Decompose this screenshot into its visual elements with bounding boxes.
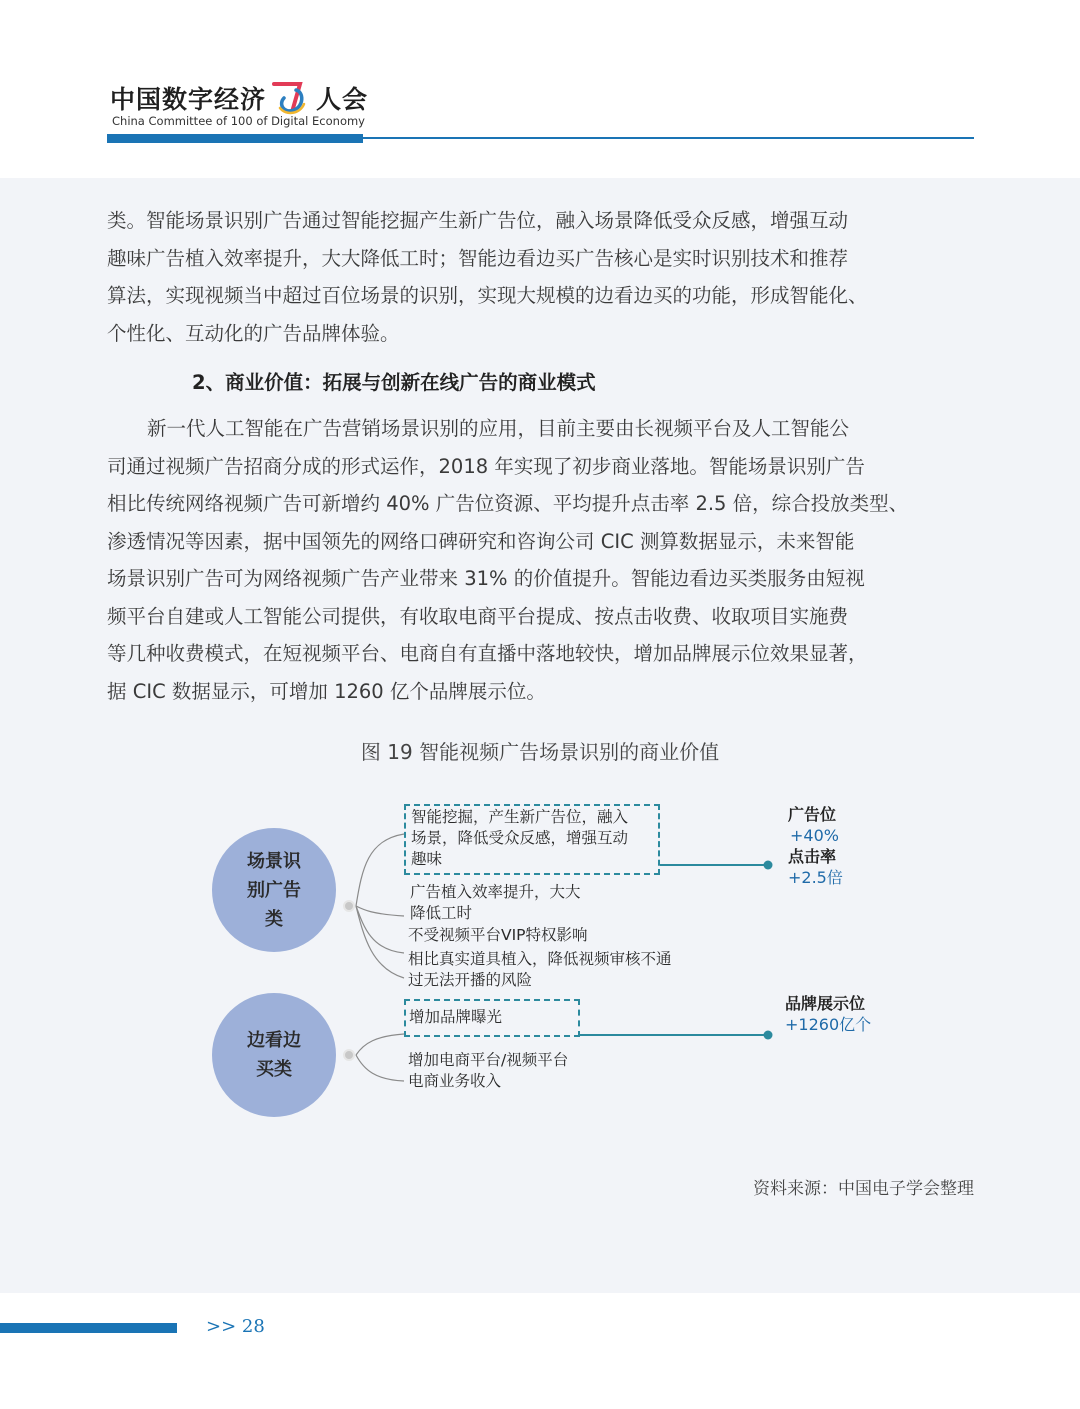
- logo-english-name: China Committee of 100 of Digital Economy: [112, 114, 365, 128]
- branch1-item-2: [410, 882, 581, 924]
- branch-node-dot: [343, 900, 355, 912]
- paragraph-line: 渗透情况等因素，据中国领先的网络口碑研究和咨询公司 CIC 测算数据显示，未来智能: [107, 529, 855, 553]
- logo-text-left: 中国数字经济: [110, 85, 267, 114]
- paragraph-line: 据 CIC 数据显示，可增加 1260 亿个品牌展示位。: [107, 679, 546, 703]
- item-line: 过无法开播的风险: [408, 971, 533, 989]
- result-ad-slot-value: +40%: [790, 826, 839, 845]
- header-rule-thin: [363, 137, 974, 139]
- connector-line: [356, 1034, 404, 1055]
- footer-bar: [0, 1323, 177, 1333]
- item-line: 降低工时: [410, 904, 473, 922]
- branch2-item-2: [408, 1050, 568, 1092]
- branch1-item-4: [408, 949, 672, 991]
- result-brand-slot-label: 品牌展示位: [785, 994, 866, 1013]
- result-connector-dot: [764, 861, 773, 870]
- connector-line: [356, 834, 404, 906]
- logo: [110, 78, 368, 118]
- circle-label-line: 别广告: [247, 879, 301, 901]
- item-line: 增加电商平台/视频平台: [408, 1051, 569, 1069]
- paragraph-line: 场景识别广告可为网络视频广告产业带来 31% 的价值提升。智能边看边买类服务由短视: [107, 567, 865, 590]
- connector-line: [356, 1055, 404, 1081]
- business-value-diagram: [0, 805, 1080, 1128]
- paragraph-line: 司通过视频广告招商分成的形式运作，2018 年实现了初步商业落地。智能场景识别广告: [107, 454, 865, 478]
- paragraph-line: 算法，实现视频当中超过百位场景的识别，实现大规模的边看边买的功能，形成智能化、: [107, 284, 868, 307]
- connector-line: [356, 906, 404, 916]
- circle-label-line: 场景识: [247, 850, 301, 872]
- connector-line: [356, 906, 404, 978]
- result-ad-slot-label: 广告位: [788, 805, 837, 824]
- branch1-item-1: [411, 807, 628, 870]
- paragraph-line: 相比传统网络视频广告可新增约 40% 广告位资源、平均提升点击率 2.5 倍，综合投放类型、: [107, 492, 909, 515]
- paragraph-2: [107, 410, 974, 710]
- item-line: 场景，降低受众反感，增强互动: [411, 829, 629, 847]
- paragraph-line: 趣味广告植入效率提升，大大降低工时；智能边看边买广告核心是实时识别技术和推荐: [107, 246, 849, 270]
- result-brand-slot-value: +1260亿个: [785, 1015, 872, 1034]
- page-number: >> 28: [206, 1316, 265, 1337]
- page-header: [0, 0, 1080, 178]
- paragraph-line: 新一代人工智能在广告营销场景识别的应用，目前主要由长视频平台及人工智能公: [147, 417, 850, 440]
- paragraph-line: 等几种收费模式，在短视频平台、电商自有直播中落地较快，增加品牌展示位效果显著，: [107, 642, 868, 665]
- circle-label-line: 类: [265, 908, 283, 930]
- figure-title: 图 19 智能视频广告场景识别的商业价值: [360, 740, 720, 764]
- branch1-item-3: 不受视频平台VIP特权影响: [408, 926, 588, 944]
- paragraph-line: 频平台自建或人工智能公司提供，有收取电商平台提成、按点击收费、收取项目实施费: [107, 604, 849, 628]
- category-circle-scene-recognition: [212, 828, 336, 952]
- header-rule-thick: [107, 134, 363, 143]
- item-line: 相比真实道具植入，降低视频审核不通: [408, 950, 672, 968]
- section-heading: 2、商业价值：拓展与创新在线广告的商业模式: [192, 371, 596, 394]
- branch-node-dot: [343, 1049, 355, 1061]
- circle-label-line: 买类: [256, 1059, 292, 1080]
- result-ctr-value: +2.5倍: [788, 868, 843, 887]
- item-line: 智能挖掘，产生新广告位，融入: [411, 808, 629, 826]
- category-circle-watch-and-buy: [212, 993, 336, 1117]
- logo-100-mark-icon: [270, 78, 310, 118]
- paragraph-line: 类。智能场景识别广告通过智能挖掘产生新广告位，融入场景降低受众反感，增强互动: [107, 209, 849, 232]
- item-line: 电商业务收入: [408, 1072, 502, 1090]
- paragraph-1: [107, 202, 974, 352]
- result-ctr-label: 点击率: [788, 847, 837, 866]
- logo-text-right: 人会: [316, 85, 369, 114]
- circle-label-line: 边看边: [247, 1030, 301, 1051]
- figure-source: 资料来源：中国电子学会整理: [753, 1179, 974, 1199]
- paragraph-line: 个性化、互动化的广告品牌体验。: [107, 321, 400, 345]
- item-line: 趣味: [411, 850, 443, 868]
- item-line: 广告植入效率提升，大大: [410, 883, 581, 901]
- branch2-item-1: 增加品牌曝光: [409, 1008, 503, 1026]
- page-body: [0, 178, 1080, 1293]
- result-connector-dot: [764, 1031, 773, 1040]
